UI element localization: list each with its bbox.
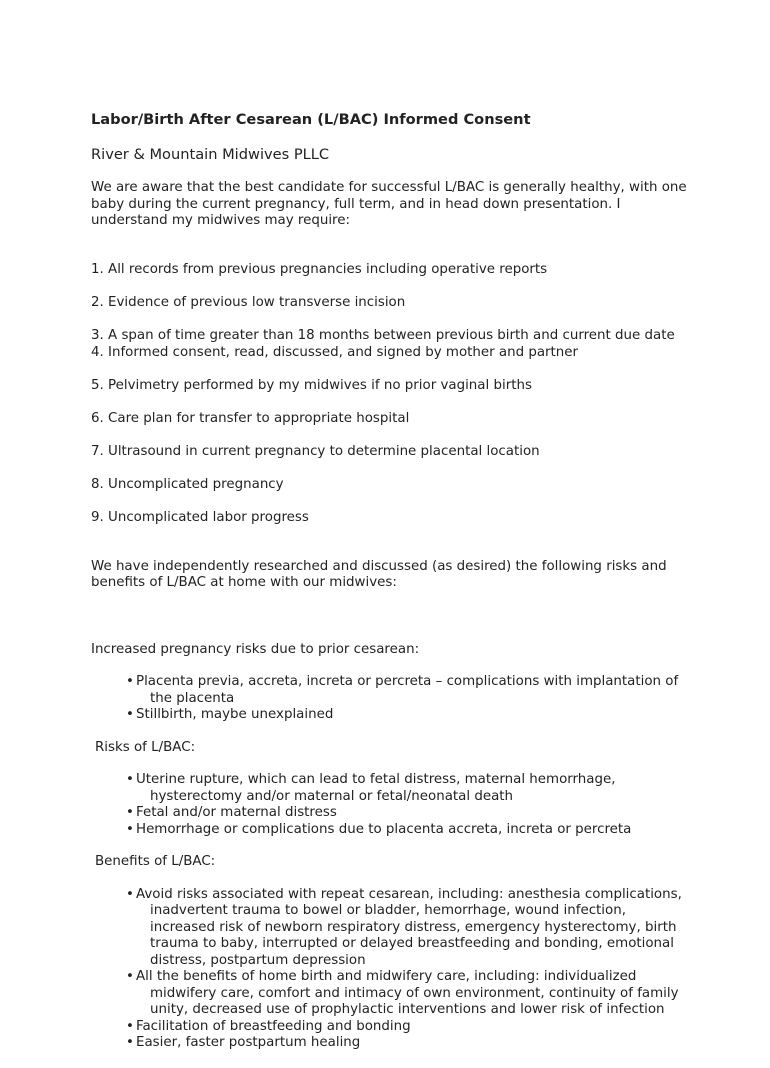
bullet-icon: • [126,805,134,820]
bullet-icon: • [126,674,134,689]
practice-name: River & Mountain Midwives PLLC [91,146,330,163]
requirement-item: 7. Ultrasound in current pregnancy to determine placental location [91,443,540,459]
list-item: • Facilitation of breastfeeding and bonding [126,1018,411,1034]
list-item: • Stillbirth, maybe unexplained [126,707,334,722]
intro-paragraph: We are aware that the best candidate for successful L/BAC is generally healthy, with one baby during the current pregnancy, full term, and in head down presentation. I understand my midwives may require: [91,180,687,228]
list-item: • Avoid risks associated with repeat cesarean, including: anesthesia complications, inadvertent trauma to bowel or bladder, hemorrhage, wound infection, increased risk of newborn respiratory distress, emergency hysterectomy, birth trauma to baby, interrupted or delayed breastfeeding and bonding, emotional distress, postpartum depression [126,886,682,968]
requirement-item: 9. Uncomplicated labor progress [91,509,309,525]
benefits-list [91,887,691,1052]
bullet-icon: • [126,821,134,837]
bullet-icon: • [126,1035,134,1050]
requirement-item: 8. Uncomplicated pregnancy [91,476,284,492]
requirement-item: 3. A span of time greater than 18 months between previous birth and current due date 4. Informed consent, read, discussed, and signed by mother and partner [91,328,675,360]
requirement-item: 2. Evidence of previous low transverse incision [91,295,406,310]
document-title: Labor/Birth After Cesarean (L/BAC) Informed Consent [91,111,531,128]
list-item: • Placenta previa, accreta, increta or percreta – complications with implantation of the placenta [126,674,679,706]
consent-document [91,111,691,1068]
requirement-item: 5. Pelvimetry performed by my midwives if no prior vaginal births [91,377,532,393]
section-heading-benefits: Benefits of L/BAC: [95,854,216,869]
requirements-list [91,246,691,543]
bullet-icon: • [126,707,134,722]
requirement-item: 6. Care plan for transfer to appropriate hospital [91,410,410,426]
list-item: • Hemorrhage or complications due to placenta accreta, increta or percreta [126,821,632,837]
bullet-icon: • [126,969,134,984]
bullet-icon: • [126,772,134,787]
list-item: • All the benefits of home birth and midwifery care, including: individualized midwifery care, comfort and intimacy of own environment, continuity of family unity, decreased use of prophylactic interventions and lower risk of infection [126,969,679,1017]
bullet-icon: • [126,1018,134,1034]
pregnancy-risks-list [91,674,691,724]
section-heading-risks: Risks of L/BAC: [95,739,196,755]
list-item: • Uterine rupture, which can lead to fetal distress, maternal hemorrhage, hysterectomy and/or maternal or fetal/neonatal death [126,772,616,804]
research-statement: We have independently researched and discussed (as desired) the following risks and benefits of L/BAC at home with our midwives: [91,558,667,590]
bullet-icon: • [126,886,134,902]
section-heading-pregnancy-risks: Increased pregnancy risks due to prior cesarean: [91,641,420,657]
requirement-item: 1. All records from previous pregnancies including operative reports [91,262,548,277]
list-item: • Easier, faster postpartum healing [126,1035,361,1050]
risks-list [91,772,691,838]
list-item: • Fetal and/or maternal distress [126,805,337,820]
